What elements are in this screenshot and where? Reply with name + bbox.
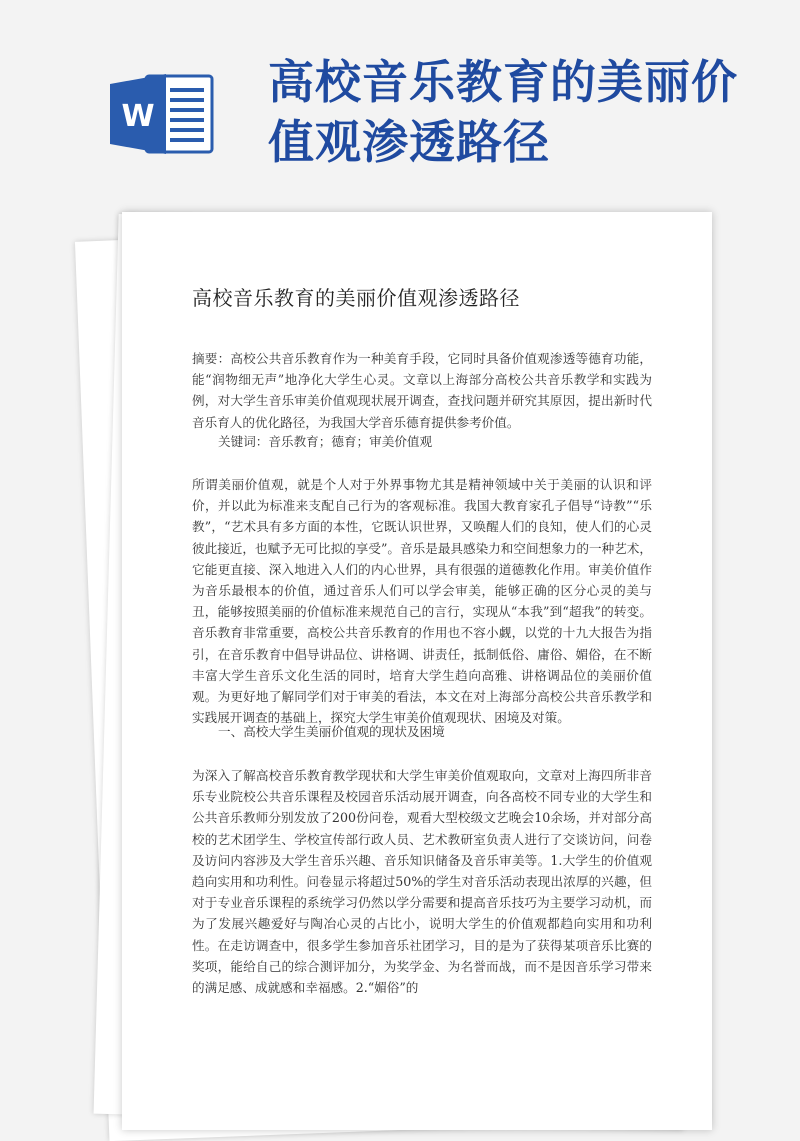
abstract-paragraph: 摘要：高校公共音乐教育作为一种美育手段，它同时具备价值观渗透等德育功能，能“润物细无声”地净化大学生心灵。文章以上海部分高校公共音乐教学和实践为例，对大学生音乐审美价值观现状展开调查，查找问题并研究其原因，提出新时代音乐育人的优化路径，为我国大学音乐德育提供参考价值。 — [192, 351, 652, 430]
banner-title: 高校音乐教育的美丽价值观渗透路径 — [268, 55, 738, 169]
body-paragraph: 所谓美丽价值观，就是个人对于外界事物尤其是精神领域中关于美丽的认识和评价，并以此为标准来支配自己行为的客观标准。我国大教育家孔子倡导“诗教”“乐教”，“艺术具有多方面的本性，它既认识世界，又唤醒人们的良知，使人们的心灵彼此接近，也赋予无可比拟的享受”。音乐是最具感染力和空间想象力的一种艺术，它能更直接、深入地进入人们的内心世界，具有很强的道德教化作用。审美价值作为音乐最根本的价值，通过音乐人们可以学会审美，能够正确的区分心灵的美与丑，能够按照美丽的价值标准来规范自己的言行，实现从“本我”到“超我”的转变。音乐教育非常重要，高校公共音乐教育的作用也不容小觑，以党的十九大报告为指引，在音乐教育中倡导讲品位、讲格调、讲责任，抵制低俗、庸俗、媚俗，在不断丰富大学生音乐文化生活的同时，培育大学生趋向高雅、讲格调品位的美丽价值观。为更好地了解同学们对于审美的看法，本文在对上海部分高校公共音乐教学和实践展开调查的基础上，探究大学生审美价值观现状、困境及对策。 — [192, 477, 652, 726]
word-document-icon — [108, 70, 218, 158]
keywords-line: 关键词：音乐教育；德育；审美价值观 — [218, 434, 433, 449]
svg-text:W: W — [121, 99, 155, 134]
banner — [0, 0, 800, 215]
section-heading: 一、高校大学生美丽价值观的现状及困境 — [218, 724, 445, 739]
body-paragraph: 为深入了解高校音乐教育教学现状和大学生审美价值观取向，文章对上海四所非音乐专业院校公共音乐课程及校园音乐活动展开调查，向各高校不同专业的大学生和公共音乐教师分别发放了200份问卷，观看大型校级文艺晚会10余场，并对部分高校的艺术团学生、学校宣传部行政人员、艺术教研室负责人进行了交谈访问，问卷及访问内容涉及大学生音乐兴趣、音乐知识储备及音乐审美等。1.大学生的价值观趋向实用和功利性。问卷显示将超过50%的学生对音乐活动表现出浓厚的兴趣，但对于专业音乐课程的系统学习仍然以学分需要和提高音乐技巧为主要学习动机，而为了发展兴趣爱好与陶冶心灵的占比小，说明大学生的价值观都趋向实用和功利性。在走访调查中，很多学生参加音乐社团学习，目的是为了获得某项音乐比赛的奖项，能给自己的综合测评加分，为奖学金、为名誉而战，而不是因音乐学习带来的满足感、成就感和幸福感。2.“媚俗”的 — [192, 768, 652, 996]
document-page — [122, 212, 712, 1130]
document-title: 高校音乐教育的美丽价值观渗透路径 — [192, 286, 520, 310]
